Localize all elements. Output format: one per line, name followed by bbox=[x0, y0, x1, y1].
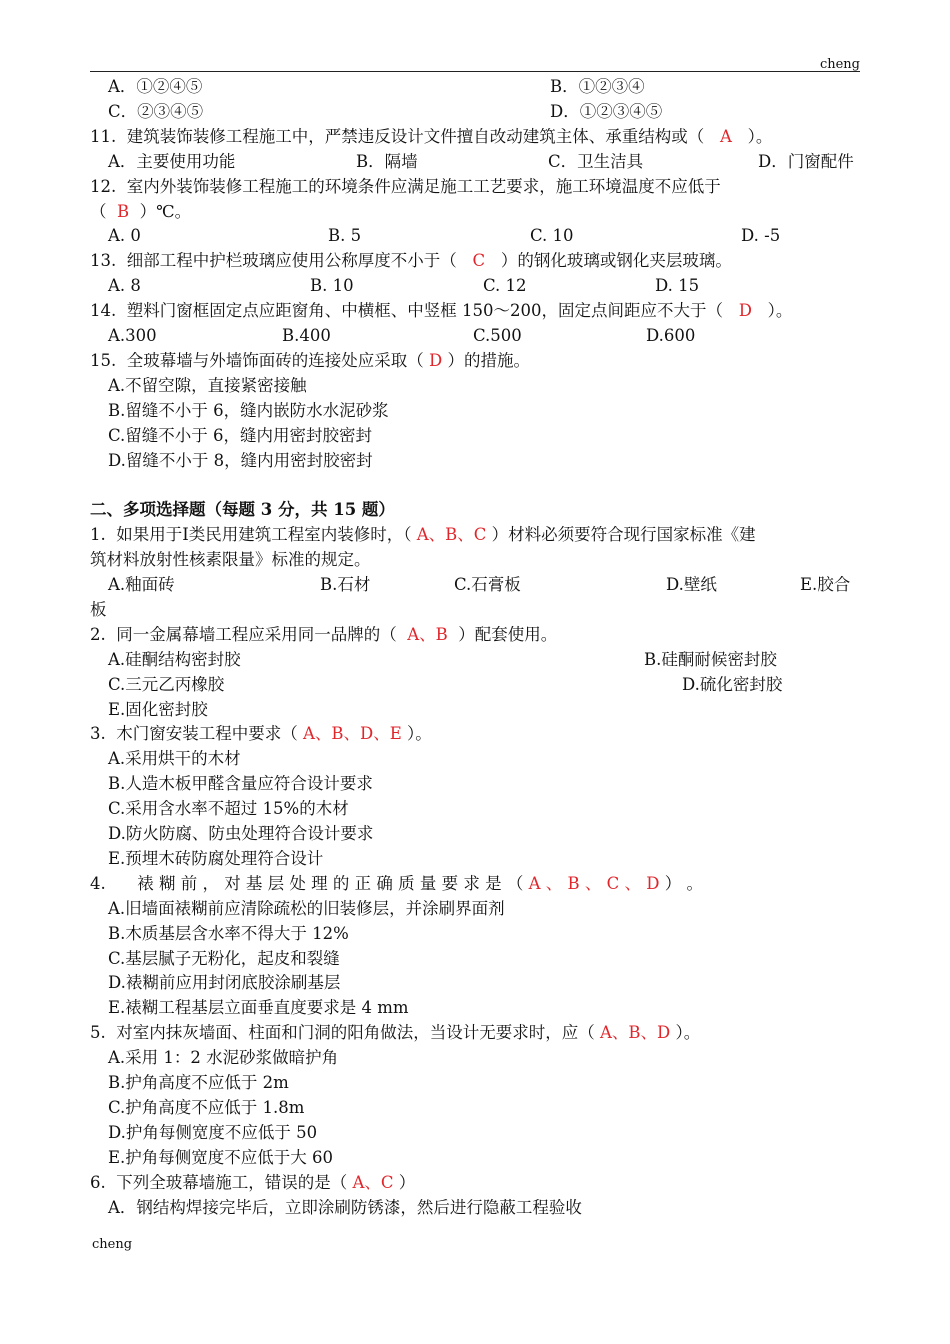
text-line bbox=[0, 1045, 950, 1070]
text-line bbox=[0, 398, 950, 423]
line-text: B.硅酮耐候密封胶 bbox=[644, 649, 777, 669]
line-text: ）配套使用。 bbox=[447, 624, 558, 644]
line-text: ） bbox=[393, 1172, 416, 1192]
text-line bbox=[0, 1120, 950, 1145]
header-rule bbox=[90, 71, 860, 72]
line-text: D．门窗配件 bbox=[758, 151, 854, 171]
line-text: C.三元乙丙橡胶 bbox=[108, 674, 225, 694]
answer-key: A 、 B 、 C 、 D bbox=[528, 873, 660, 893]
text-line bbox=[0, 821, 950, 846]
text-line bbox=[0, 348, 950, 373]
line-text: A．钢结构焊接完毕后，立即涂刷防锈漆，然后进行隐蔽工程验收 bbox=[108, 1197, 582, 1217]
line-text: 11. 建筑装饰装修工程施工中，严禁违反设计文件擅自改动建筑主体、承重结构或（ bbox=[90, 126, 720, 146]
line-text: B.留缝不小于 6，缝内嵌防水水泥砂浆 bbox=[108, 400, 389, 420]
text-line bbox=[0, 572, 950, 597]
line-text: ）。 bbox=[670, 1023, 701, 1043]
line-text: D.防火防腐、防虫处理符合设计要求 bbox=[108, 824, 374, 843]
answer-key: A bbox=[719, 126, 732, 146]
line-text: D.600 bbox=[646, 326, 696, 345]
answer-key: C bbox=[472, 251, 486, 271]
answer-key: D bbox=[738, 301, 752, 321]
line-text: C. 10 bbox=[530, 226, 574, 246]
text-line bbox=[0, 647, 950, 672]
line-text: A.旧墙面裱糊前应清除疏松的旧装修层，并涂刷界面剂 bbox=[108, 898, 505, 918]
line-text: 板 bbox=[90, 599, 107, 619]
line-text: 6. 下列全玻幕墙施工，错误的是（ bbox=[90, 1172, 353, 1192]
line-text: D. 15 bbox=[655, 276, 700, 296]
text-line bbox=[0, 174, 950, 199]
line-text: 1. 如果用于Ⅰ类民用建筑工程室内装修时，（ bbox=[90, 525, 417, 545]
line-text: 4. 裱 糊 前 ， 对 基 层 处 理 的 正 确 质 量 要 求 是 （ bbox=[90, 873, 529, 893]
line-text: A.300 bbox=[108, 326, 157, 345]
line-text: A. 8 bbox=[108, 276, 141, 296]
text-line bbox=[0, 124, 950, 149]
text-line bbox=[0, 298, 950, 323]
line-text: 12. 室内外装饰装修工程施工的环境条件应满足施工工艺要求，施工环境温度不应低于 bbox=[90, 176, 721, 196]
line-text: B.人造木板甲醛含量应符合设计要求 bbox=[108, 774, 373, 794]
line-text: A.不留空隙，直接紧密接触 bbox=[108, 375, 307, 395]
answer-key: A、B bbox=[407, 624, 448, 644]
line-text: 13. 细部工程中护栏玻璃应使用公称厚度不小于（ bbox=[90, 251, 473, 271]
text-line bbox=[0, 448, 950, 473]
line-text: C.护角高度不应低于 1.8m bbox=[108, 1097, 305, 1117]
line-text: A.硅酮结构密封胶 bbox=[108, 649, 241, 669]
text-line bbox=[0, 547, 950, 572]
text-line bbox=[0, 622, 950, 647]
text-line bbox=[0, 223, 950, 248]
text-line bbox=[0, 1170, 950, 1195]
answer-key: A、C bbox=[352, 1172, 394, 1192]
text-line bbox=[0, 771, 950, 796]
line-text: ） 。 bbox=[659, 873, 703, 893]
text-line bbox=[0, 896, 950, 921]
line-text: D.留缝不小于 8，缝内用密封胶密封 bbox=[108, 450, 373, 470]
answer-key: A、B、D、E bbox=[302, 724, 402, 744]
text-line bbox=[0, 921, 950, 946]
line-text: 3. 木门窗安装工程中要求（ bbox=[90, 724, 303, 744]
text-line bbox=[0, 597, 950, 622]
text-line bbox=[0, 423, 950, 448]
line-text: C.留缝不小于 6，缝内用密封胶密封 bbox=[108, 425, 373, 445]
line-text: 2. 同一金属幕墙工程应采用同一品牌的（ bbox=[90, 624, 408, 644]
line-text: ）℃。 bbox=[129, 201, 192, 221]
text-line bbox=[0, 99, 950, 124]
line-text: E.预埋木砖防腐处理符合设计 bbox=[108, 848, 324, 868]
text-line bbox=[0, 846, 950, 871]
line-text: E.固化密封胶 bbox=[108, 699, 208, 719]
line-text: ）。 bbox=[401, 724, 432, 744]
line-text: A. 0 bbox=[108, 226, 141, 246]
line-text: D.护角每侧宽度不应低于 50 bbox=[108, 1122, 318, 1142]
text-line bbox=[0, 1095, 950, 1120]
line-text: E.裱糊工程基层立面垂直度要求是 4 mm bbox=[108, 998, 409, 1018]
answer-key: A、B、D bbox=[599, 1023, 671, 1043]
line-text: B．①②③④ bbox=[550, 77, 645, 96]
answer-key: A、B、C bbox=[416, 525, 487, 545]
line-text: D.壁纸 bbox=[666, 575, 717, 594]
text-line bbox=[0, 497, 950, 522]
text-line bbox=[0, 721, 950, 746]
page-footer-text: cheng bbox=[92, 1237, 133, 1252]
line-text: C．卫生洁具 bbox=[548, 151, 644, 171]
line-text: B.护角高度不应低于 2m bbox=[108, 1073, 289, 1092]
line-text: 14. 塑料门窗框固定点应距窗角、中横框、中竖框 150～200，固定点间距应不大于（ bbox=[90, 301, 739, 321]
line-text: B.石材 bbox=[320, 575, 371, 594]
line-text: 筑材料放射性核素限量》标准的规定。 bbox=[90, 550, 371, 570]
answer-key: D bbox=[428, 350, 443, 370]
line-text: A．主要使用功能 bbox=[108, 151, 236, 171]
line-text: ）。 bbox=[751, 301, 793, 321]
line-text: E.护角每侧宽度不应低于大 60 bbox=[108, 1147, 334, 1167]
line-text: A.采用烘干的木材 bbox=[108, 749, 241, 769]
line-text: D. -5 bbox=[741, 226, 781, 246]
line-text: C.采用含水率不超过 15%的木材 bbox=[108, 799, 349, 819]
text-line bbox=[0, 871, 950, 896]
text-line bbox=[0, 672, 950, 697]
line-text: C．②③④⑤ bbox=[108, 101, 204, 121]
text-line bbox=[0, 1195, 950, 1220]
line-text: ）的钢化玻璃或钢化夹层玻璃。 bbox=[485, 251, 732, 271]
text-line bbox=[0, 1070, 950, 1095]
answer-key: B bbox=[117, 201, 130, 221]
line-text: C.石膏板 bbox=[454, 575, 521, 594]
line-text: A.釉面砖 bbox=[108, 575, 175, 594]
text-line bbox=[0, 74, 950, 99]
line-text: C.基层腻子无粉化，起皮和裂缝 bbox=[108, 948, 340, 968]
line-text: D．①②③④⑤ bbox=[550, 101, 663, 121]
line-text: 5. 对室内抹灰墙面、柱面和门洞的阳角做法，当设计无要求时，应（ bbox=[90, 1023, 600, 1043]
line-text: E.胶合 bbox=[800, 575, 851, 594]
line-text: ）。 bbox=[731, 126, 773, 146]
line-text: C. 12 bbox=[483, 276, 527, 296]
text-line bbox=[0, 273, 950, 298]
text-line bbox=[0, 522, 950, 547]
line-text: B.木质基层含水率不得大于 12% bbox=[108, 923, 349, 943]
line-text: ）的措施。 bbox=[442, 350, 530, 370]
line-text: C.500 bbox=[473, 326, 522, 345]
text-line bbox=[0, 373, 950, 398]
line-text: B. 5 bbox=[328, 226, 362, 246]
text-line bbox=[0, 946, 950, 971]
text-line bbox=[0, 323, 950, 348]
text-line bbox=[0, 1020, 950, 1045]
line-text: D.裱糊前应用封闭底胶涂刷基层 bbox=[108, 973, 341, 993]
line-text: （ bbox=[90, 201, 117, 221]
line-text: ）材料必须要符合现行国家标准《建 bbox=[486, 525, 756, 545]
line-text: B．隔墙 bbox=[356, 151, 418, 171]
text-line bbox=[0, 970, 950, 995]
text-line bbox=[0, 796, 950, 821]
line-text: B.400 bbox=[282, 326, 331, 345]
line-text: 二、多项选择题（每题 3 分，共 15 题） bbox=[90, 500, 395, 520]
text-line bbox=[0, 199, 950, 224]
page-header-text: cheng bbox=[819, 57, 860, 72]
text-line bbox=[0, 1145, 950, 1170]
line-text: A.采用 1：2 水泥砂浆做暗护角 bbox=[108, 1048, 339, 1068]
line-text: A．①②④⑤ bbox=[108, 77, 203, 96]
text-line bbox=[0, 746, 950, 771]
text-line bbox=[0, 995, 950, 1020]
text-line bbox=[0, 697, 950, 722]
text-line bbox=[0, 472, 950, 497]
line-text: D.硫化密封胶 bbox=[682, 674, 783, 694]
line-text: 15. 全玻幕墙与外墙饰面砖的连接处应采取（ bbox=[90, 350, 429, 370]
text-line bbox=[0, 248, 950, 273]
text-line bbox=[0, 149, 950, 174]
line-text: B. 10 bbox=[310, 276, 354, 296]
